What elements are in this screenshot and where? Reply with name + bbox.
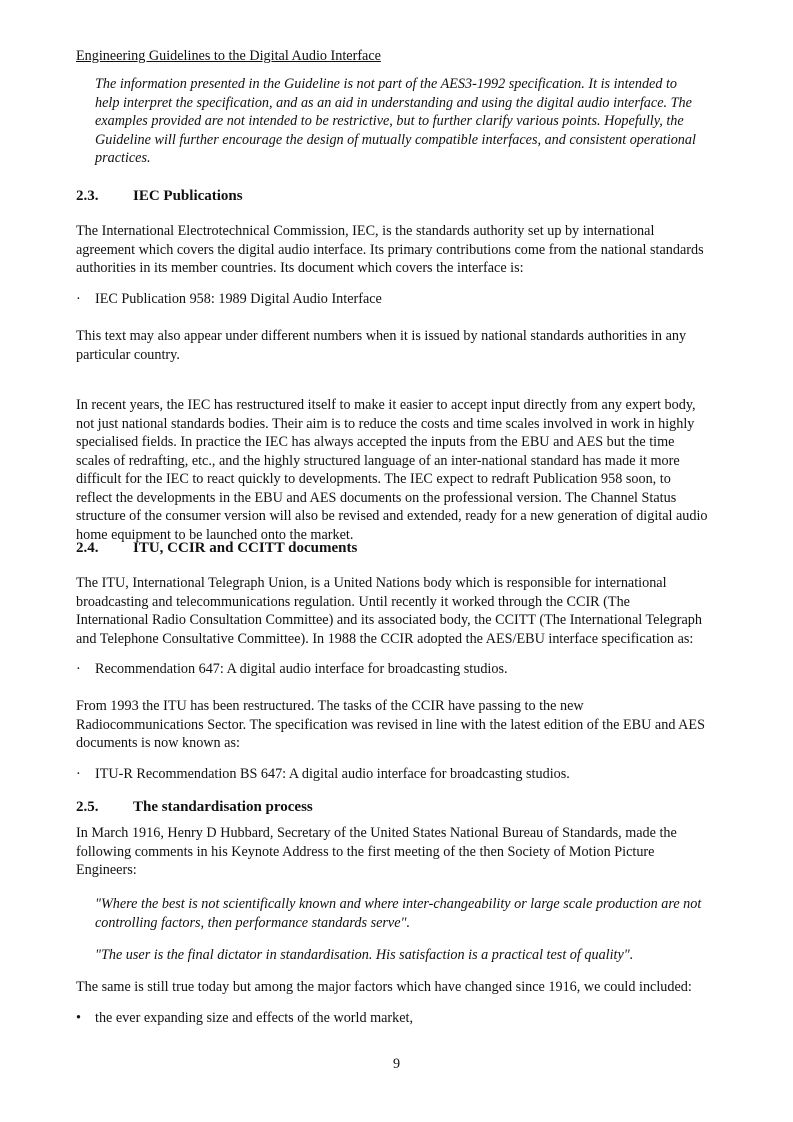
- text-line: In recent years, the IEC has restructured itself to make it easier to accept input directly from any expert body,: [76, 397, 696, 413]
- bullet-icon: ·: [76, 291, 81, 307]
- text-line: specialised fields. In practice the IEC has always accepted the inputs from the EBU and AES but the time: [76, 434, 675, 450]
- section-number: 2.3.: [76, 188, 99, 204]
- list-item: [76, 766, 570, 783]
- paragraph: [76, 327, 756, 364]
- paragraph: [76, 824, 756, 880]
- bullet-icon: •: [76, 1010, 81, 1026]
- text-line: The same is still true today but among the major factors which have changed since 1916, we could included:: [76, 979, 692, 995]
- list-item: [76, 661, 508, 678]
- section-title: The standardisation process: [133, 799, 313, 815]
- bullet-icon: ·: [76, 766, 81, 782]
- text-line: reflect the developments in the EBU and AES documents on the professional version. The Channel Status: [76, 489, 677, 506]
- section-number: 2.4.: [76, 540, 99, 556]
- text-line: From 1993 the ITU has been restructured. The tasks of the CCIR have passing to the new: [76, 698, 584, 714]
- intro-note: [95, 75, 775, 168]
- text-line: The information presented in the Guideline is not part of the AES3-1992 specification. It is intended to: [95, 76, 678, 92]
- paragraph: [76, 396, 756, 544]
- section-heading-2-5: [76, 799, 313, 816]
- paragraph: [76, 697, 756, 753]
- text-line: The International Electrotechnical Commission, IEC, is the standards authority set up by international: [76, 223, 655, 239]
- bullet-icon: ·: [76, 661, 81, 677]
- text-line: authorities in its member countries. Its document which covers the interface is:: [76, 260, 524, 276]
- section-heading-2-3: [76, 188, 243, 205]
- list-item: [76, 291, 382, 308]
- text-line: practices.: [95, 150, 151, 166]
- text-line: Engineers:: [76, 862, 137, 878]
- list-item-text: ITU-R Recommendation BS 647: A digital audio interface for broadcasting studios.: [95, 766, 570, 782]
- page-number: 9: [392, 1056, 401, 1072]
- paragraph: [76, 222, 756, 278]
- text-line: particular country.: [76, 346, 180, 363]
- section-title: IEC Publications: [133, 188, 243, 204]
- list-item-text: Recommendation 647: A digital audio interface for broadcasting studios.: [95, 661, 508, 677]
- text-line: help interpret the specification, and as an aid in understanding and using the digital audio interface. The: [95, 94, 692, 111]
- text-line: This text may also appear under different numbers when it is issued by national standards authorities in any: [76, 328, 687, 344]
- text-line: The ITU, International Telegraph Union, is a United Nations body which is responsible for international: [76, 575, 667, 591]
- text-line: not just national standards bodies. Their aim is to reduce the costs and time scales involved in work in highly: [76, 415, 695, 432]
- text-line: broadcasting and telecommunications regulation. Until recently it worked through the CCIR (The: [76, 593, 630, 610]
- text-line: documents is now known as:: [76, 735, 240, 751]
- section-number: 2.5.: [76, 799, 99, 815]
- text-line: controlling factors, then performance standards serve".: [95, 914, 411, 931]
- paragraph: [76, 978, 756, 997]
- text-line: "The user is the final dictator in standardisation. His satisfaction is a practical test of quality".: [95, 947, 634, 963]
- quotation: [95, 895, 775, 932]
- list-item-text: IEC Publication 958: 1989 Digital Audio Interface: [95, 291, 382, 307]
- list-item-text: the ever expanding size and effects of the world market,: [95, 1010, 414, 1026]
- text-line: home equipment to be launched onto the market.: [76, 526, 354, 543]
- text-line: International Radio Consultation Committee) and its associated body, the CCITT (The International Telegraph: [76, 612, 702, 628]
- text-line: examples provided are not intended to be restrictive, but to further clarify various points. Hopefully, the: [95, 113, 684, 129]
- text-line: and Telephone Consultative Committee). In 1988 the CCIR adopted the AES/EBU interface specification as:: [76, 630, 694, 647]
- text-line: scales of redrafting, etc., and the highly structured language of an inter-national standard has made it more: [76, 452, 680, 469]
- list-item: [76, 1010, 413, 1027]
- section-title: ITU, CCIR and CCITT documents: [133, 540, 358, 556]
- paragraph: [76, 574, 756, 648]
- text-line: following comments in his Keynote Address to the first meeting of the then Society of Motion Picture: [76, 843, 655, 860]
- quotation: [95, 946, 775, 965]
- text-line: Guideline will further encourage the design of mutually compatible interfaces, and consistent operational: [95, 131, 696, 148]
- section-heading-2-4: [76, 540, 358, 557]
- text-line: Radiocommunications Sector. The specification was revised in line with the latest edition of the EBU and AES: [76, 716, 705, 733]
- text-line: difficult for the IEC to react quickly to developments. The IEC expect to redraft Publication 958 soon, to: [76, 471, 671, 487]
- running-header: Engineering Guidelines to the Digital Audio Interface: [76, 48, 381, 64]
- text-line: In March 1916, Henry D Hubbard, Secretary of the United States National Bureau of Standards, made the: [76, 825, 677, 841]
- text-line: structure of the consumer version will also be revised and extended, ready for a new generation of digital audio: [76, 508, 708, 524]
- text-line: agreement which covers the digital audio interface. Its primary contributions come from the national standards: [76, 241, 704, 258]
- text-line: "Where the best is not scientifically known and where inter-changeability or large scale production are not: [95, 896, 702, 912]
